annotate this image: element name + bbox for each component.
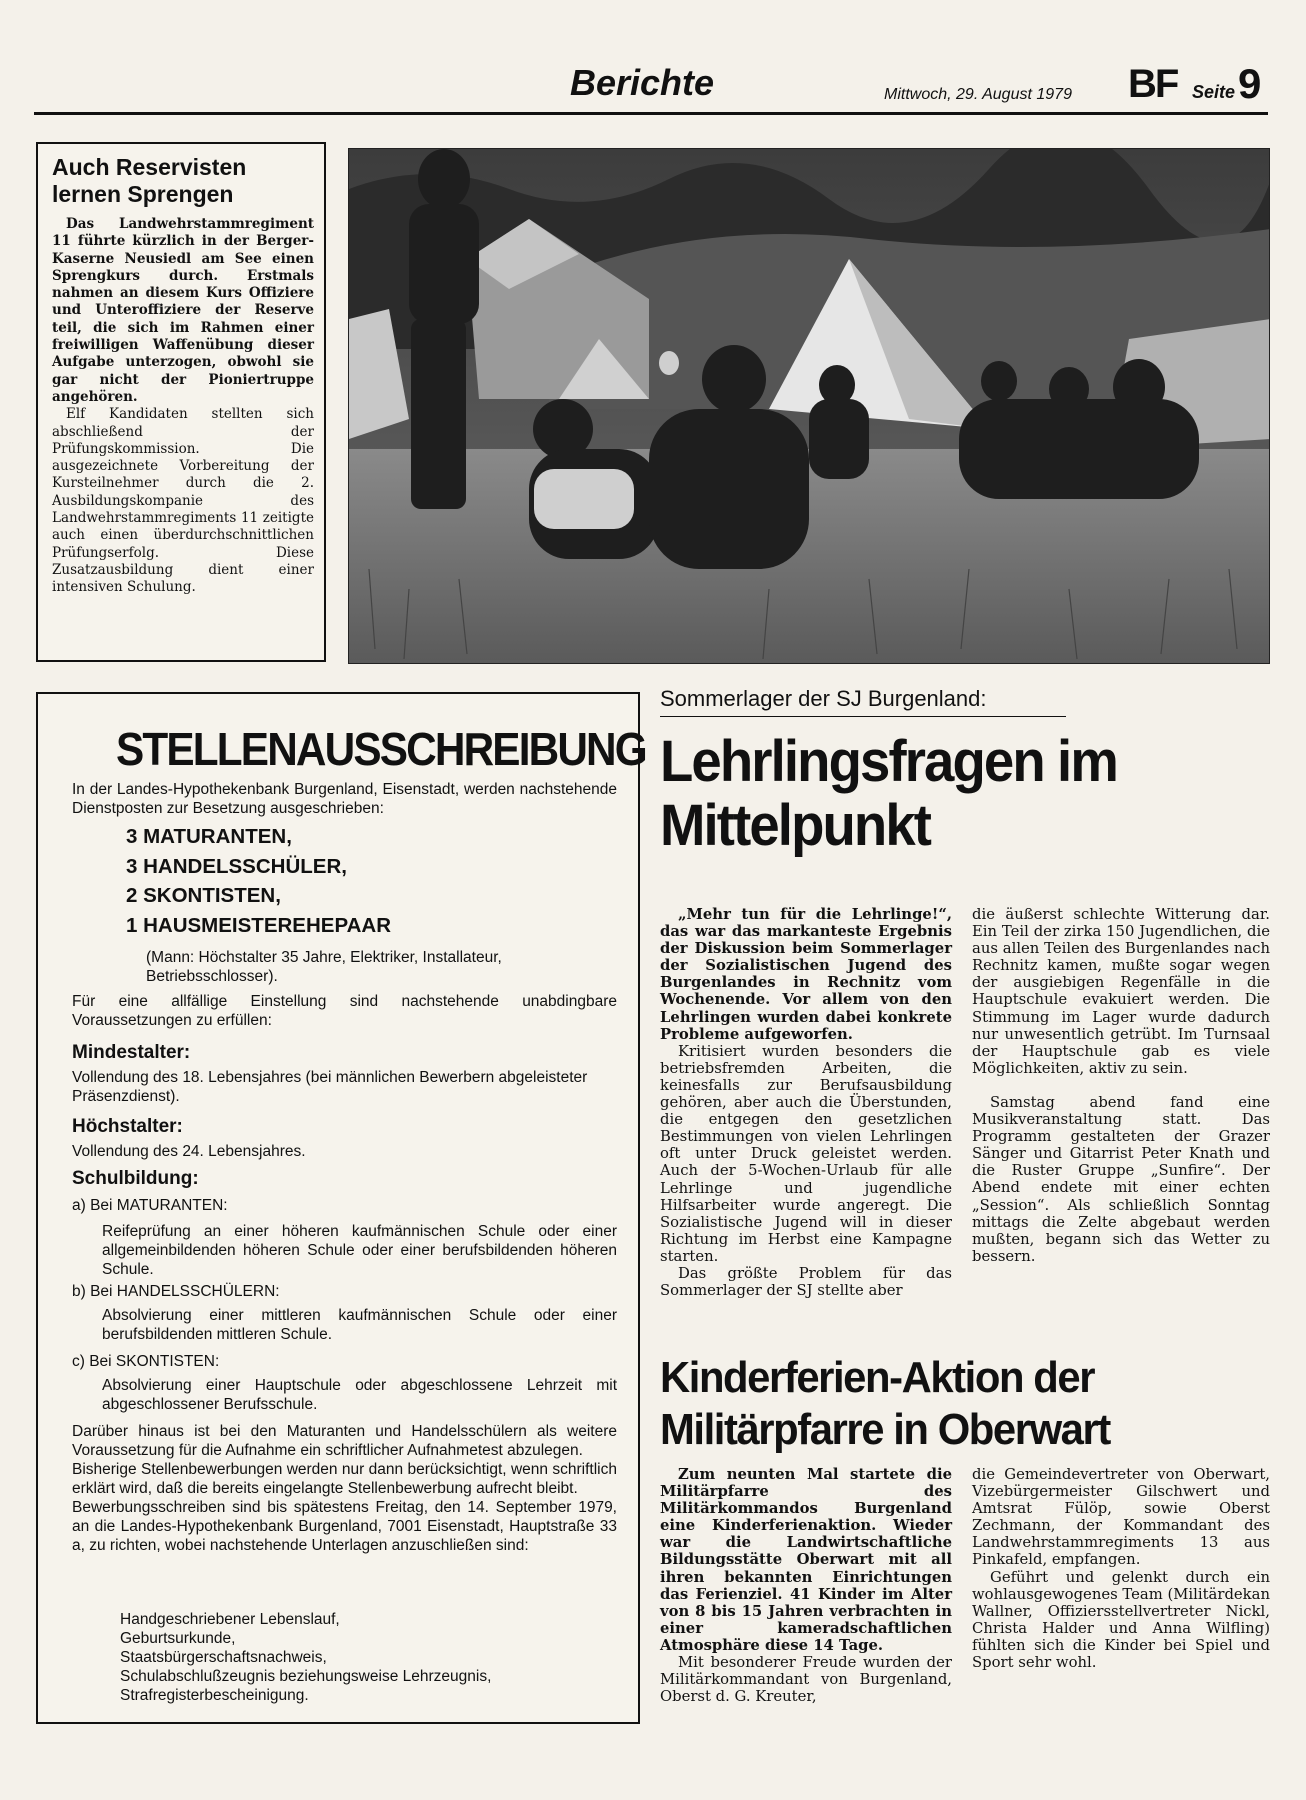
article1-paragraph: Samstag abend fand eine Musikveranstaltung statt. Das Programm gestalteten der Grazer Sänger und Gitarrist Peter Knath und die Ruster Gruppe „Sunfire“. Der Abend endete mit einer echten „Session“. Als schließlich Sonntag mittags die Zelte abgebaut werden mußten, begann sich das Wetter zu bessern. — [972, 1093, 1270, 1265]
article2-lead: Zum neunten Mal startete die Militärpfarre des Militärkommandos Burgenland eine Kinderferienaktion. Wieder war die Landwirtschaftliche Bildungsstätte Oberwart mit all ihren bekannten Einrichtungen das Ferienziel. 41 Kinder im Alter von 8 bis 15 Jahren verbrachten in einer kameradschaftlichen Atmosphäre diese 14 Tage. — [660, 1466, 952, 1654]
prior-applications-note: Bisherige Stellenbewerbungen werden nur dann berücksichtigt, wenn schriftlich erklärt wird, daß die bereits eingelangte Stellenbewerbung aufrecht bleibt. — [72, 1461, 617, 1497]
header-rule — [34, 112, 1268, 115]
required-document: Handgeschriebener Lebenslauf, — [120, 1611, 340, 1628]
article2-paragraph: Mit besonderer Freude wurden der Militärkommandant von Burgenland, Oberst d. G. Kreuter, — [660, 1654, 952, 1706]
job-ad-title: STELLENAUSSCHREIBUNG — [116, 723, 646, 775]
application-details — [72, 1422, 617, 1555]
reservist-paragraph: Das Landwehrstammregiment 11 führte kürzlich in der Berger-Kaserne Neusiedl am See einen Sprengkurs durch. Erstmals nahmen an diesem Kurs Offiziere und Unteroffiziere der Reserve teil, die sich im Rahmen einer freiwilligen Waffenübung dieser Aufgabe unterzogen, obwohl sie gar nicht der Pioniertruppe angehören. — [52, 216, 314, 405]
reservist-headline: Auch Reservisten lernen Sprengen — [52, 154, 247, 207]
article2-headline: Kinderferien-Aktion der Militärpfarre in Oberwart — [660, 1353, 1110, 1454]
job-position: 1 HAUSMEISTEREHEPAAR — [126, 913, 392, 937]
max-age-heading: Höchstalter: — [72, 1116, 183, 1137]
required-document: Staatsbürgerschaftsnachweis, — [120, 1649, 327, 1666]
job-position: 2 SKONTISTEN, — [126, 884, 281, 907]
required-documents-list — [120, 1610, 590, 1705]
article2-column-2 — [972, 1466, 1270, 1671]
aufnahmetest-note: Darüber hinaus ist bei den Maturanten und Handelsschülern als weitere Voraussetzung für die Aufnahme ein schriftlicher Aufnahmetest abzulegen. — [72, 1423, 617, 1459]
article1-paragraph: die äußerst schlechte Witterung dar. Ein Teil der zirka 150 Jugendlichen, die aus allen Teilen des Burgenlandes nach Rechnitz kamen, mußte sogar wegen der ausgiebigen Regenfälle in die Hauptschule evakuiert werden. Die Stimmung im Lager wurde dadurch nur unwesentlich getrübt. Im Turnsaal der Hauptschule gab es viele Möglichkeiten, aktiv zu sein. — [972, 906, 1270, 1077]
article1-kicker: Sommerlager der SJ Burgenland: — [660, 686, 987, 711]
required-document: Schulabschlußzeugnis beziehungsweise Lehrzeugnis, — [120, 1668, 492, 1685]
issue-date: Mittwoch, 29. August 1979 — [884, 86, 1072, 103]
school-req-c-text: Absolvierung einer Hauptschule oder abgeschlossene Lehrzeit mit abgeschlossener Berufsschule. — [102, 1377, 617, 1413]
school-req-b-text: Absolvierung einer mittleren kaufmännischen Schule oder einer berufsbildenden mittleren Schule. — [102, 1307, 617, 1343]
section-title: Berichte — [570, 62, 715, 103]
min-age-text: Vollendung des 18. Lebensjahres (bei männlichen Bewerbern abgeleisteter Präsenzdienst). — [72, 1069, 588, 1105]
job-position: 3 HANDELSSCHÜLER, — [126, 854, 347, 878]
school-req-a-text: Reifeprüfung an einer höheren kaufmännischen Schule oder einer allgemeinbildenden höheren Schule oder einer berufsbildenden höheren Schule. — [102, 1223, 617, 1278]
article1-lead: „Mehr tun für die Lehrlinge!“, das war das markanteste Ergebnis der Diskussion beim Sommerlager der Sozialistischen Jugend des Burgenlandes in Rechnitz vom Wochenende. Vor allem von den Lehrlingen wurden dabei konkrete Probleme aufgeworfen. — [660, 906, 952, 1043]
article1-paragraph: Das größte Problem für das Sommerlager der SJ stellte aber — [660, 1264, 952, 1300]
hausmeister-note: (Mann: Höchstalter 35 Jahre, Elektriker, Installateur, Betriebsschlosser). — [146, 949, 502, 985]
deadline-note: Bewerbungsschreiben sind bis spätestens Freitag, den 14. September 1979, an die Landes-Hypothekenbank Burgenland, 7001 Eisenstadt, Hauptstraße 33 a, zu richten, wobei nachstehende Unterlagen anzuschließen sind: — [72, 1499, 617, 1554]
requirements-intro: Für eine allfällige Einstellung sind nachstehende unabdingbare Voraussetzungen zu erfüllen: — [72, 993, 617, 1029]
newspaper-logo: BF — [1128, 62, 1178, 106]
required-document: Strafregisterbescheinigung. — [120, 1687, 309, 1704]
job-position: 3 MATURANTEN, — [126, 825, 292, 848]
page-number: 9 — [1238, 60, 1262, 107]
kicker-rule — [660, 716, 1066, 717]
article1-column-1 — [660, 906, 952, 1299]
job-positions-list — [126, 822, 596, 940]
article2-paragraph: Geführt und gelenkt durch ein wohlausgewogenes Team (Militärdekan Wallner, Offiziersstellvertreter Nickl, Christa Halder und Anna Wilfling) fühlten sich die Kinder bei Spiel und Sport sehr wohl. — [972, 1568, 1270, 1672]
reservist-article-box — [36, 142, 326, 662]
job-ad-intro: In der Landes-Hypothekenbank Burgenland, Eisenstadt, werden nachstehende Dienstposten zur Besetzung ausgeschrieben: — [72, 781, 617, 817]
article2-column-1 — [660, 1466, 952, 1705]
article2-paragraph: die Gemeindevertreter von Oberwart, Vizebürgermeister Gilschwert und Amtsrat Fülöp, sowie Oberst Zechmann, der Kommandant des Landwehrstammregiments 13 aus Pinkafeld, empfangen. — [972, 1466, 1270, 1569]
school-req-a-heading: a) Bei MATURANTEN: — [72, 1197, 228, 1214]
required-document: Geburtsurkunde, — [120, 1630, 236, 1647]
article1-paragraph: Kritisiert wurden besonders die betriebsfremden Arbeiten, die keinesfalls zur Berufsausbildung gehören, aber auch die Überstunden, die entgegen den gesetzlichen Bestimmungen von vielen Lehrlingen oft unter Druck geleistet werden. Auch der 5-Wochen-Urlaub für alle Lehrlinge und jugendliche Hilfsarbeiter wurde angeregt. Die Sozialistische Jugend will in dieser Richtung im Herbst eine Kampagne starten. — [660, 1042, 952, 1265]
school-req-c-heading: c) Bei SKONTISTEN: — [72, 1353, 220, 1370]
page-label: Seite — [1192, 82, 1236, 102]
min-age-heading: Mindestalter: — [72, 1042, 191, 1063]
reservist-paragraph: Elf Kandidaten stellten sich abschließend der Prüfungskommission. Die ausgezeichnete Vorbereitung der Kursteilnehmer durch die 2. Ausbildungskompanie des Landwehrstammregiments 11 zeitigte auch einen überdurchschnittlichen Prüfungserfolg. Diese Zusatzausbildung dient einer intensiven Schulung. — [52, 406, 314, 596]
school-heading: Schulbildung: — [72, 1168, 199, 1189]
camp-photo-image — [349, 149, 1270, 664]
school-req-b-heading: b) Bei HANDELSSCHÜLERN: — [72, 1283, 280, 1300]
article1-headline: Lehrlingsfragen im Mittelpunkt — [660, 729, 1117, 858]
reservist-body — [52, 216, 314, 597]
camp-photo — [348, 148, 1270, 664]
max-age-text: Vollendung des 24. Lebensjahres. — [72, 1143, 306, 1160]
job-advertisement — [36, 692, 646, 1724]
article1-column-2 — [972, 906, 1270, 1265]
